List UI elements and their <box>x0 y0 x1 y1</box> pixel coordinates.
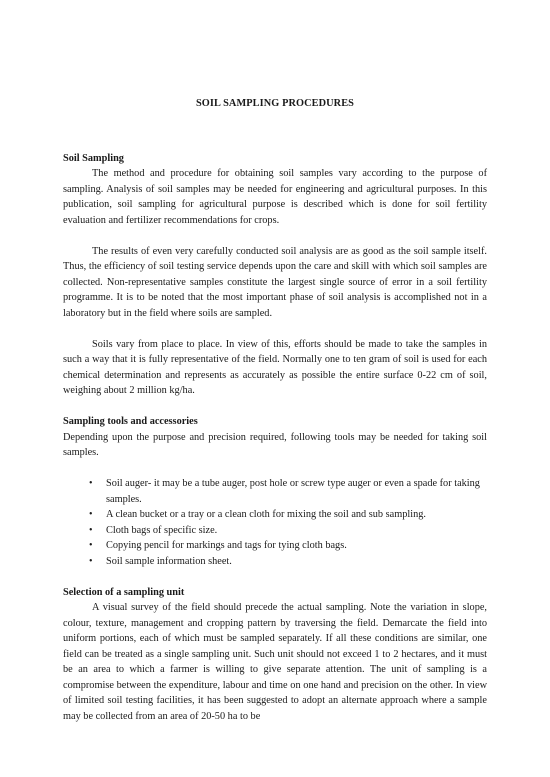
bullet-icon: • <box>89 509 93 520</box>
bullet-icon: • <box>89 555 93 567</box>
list-item <box>89 538 487 554</box>
section-sampling-tools <box>63 414 487 569</box>
section-sampling-unit <box>63 585 487 725</box>
paragraph: The method and procedure for obtaining soil samples vary according to the purpose of sampling. Analysis of soil samples may be needed for engineering and agricultural purposes. In this publication, soil sampling for agricultural purpose is described which is done for soil fertility evaluation and fertilizer recommendations for crops. <box>63 168 487 226</box>
list-item-text: Copying pencil for markings and tags for tying cloth bags. <box>106 540 347 551</box>
bullet-icon: • <box>89 478 93 489</box>
list-item-text: Soil auger- it may be a tube auger, post hole or screw type auger or even a spade for taking samples. <box>106 478 480 505</box>
section-soil-sampling <box>63 151 487 399</box>
page-title: SOIL SAMPLING PROCEDURES <box>195 98 355 109</box>
list-item <box>89 507 487 523</box>
bullet-icon: • <box>89 540 93 551</box>
bullet-icon: • <box>89 524 93 536</box>
paragraph: Depending upon the purpose and precision required, following tools may be needed for taking soil samples. <box>63 431 487 458</box>
section-heading: Sampling tools and accessories <box>63 416 198 427</box>
paragraph: The results of even very carefully conducted soil analysis are as good as the soil sample itself. Thus, the efficiency of soil testing service depends upon the care and skill with which soil samples are collected. Non-representative samples constitute the largest single source of error in a soil fertility programme. It is to be noted that the most important phase of soil analysis is accomplished not in a laboratory but in the field where soils are sampled. <box>63 245 487 319</box>
section-heading: Soil Sampling <box>63 152 124 164</box>
section-heading: Selection of a sampling unit <box>63 586 185 598</box>
list-item-text: Cloth bags of specific size. <box>106 524 218 536</box>
bullet-list <box>63 476 487 569</box>
list-item <box>89 523 487 539</box>
list-item <box>89 554 487 570</box>
list-item-text: A clean bucket or a tray or a clean cloth for mixing the soil and sub sampling. <box>106 509 426 520</box>
list-item <box>89 476 487 507</box>
list-item-text: Soil sample information sheet. <box>106 555 232 567</box>
paragraph: A visual survey of the field should precede the actual sampling. Note the variation in slope, colour, texture, management and cropping pattern by traversing the field. Demarcate the field into uniform portions, each of which must be sampled separately. If all these conditions are similar, one field can be treated as a single sampling unit. Such unit should not exceed 1 to 2 hectares, and it must be an area to which a farmer is willing to give separate attention. The unit of sampling is a compromise between the expenditure, labour and time on one hand and precision on the other. In view of limited soil testing facilities, it has been suggested to adopt an alternate approach where a sample may be collected from an area of 20-50 ha to be <box>63 602 487 722</box>
paragraph: Soils vary from place to place. In view of this, efforts should be made to take the samples in such a way that it is fully representative of the field. Normally one to ten gram of soil is used for each chemical determination and represents as accurately as possible the entire surface 0-22 cm of soil, weighing about 2 million kg/ha. <box>63 338 487 396</box>
